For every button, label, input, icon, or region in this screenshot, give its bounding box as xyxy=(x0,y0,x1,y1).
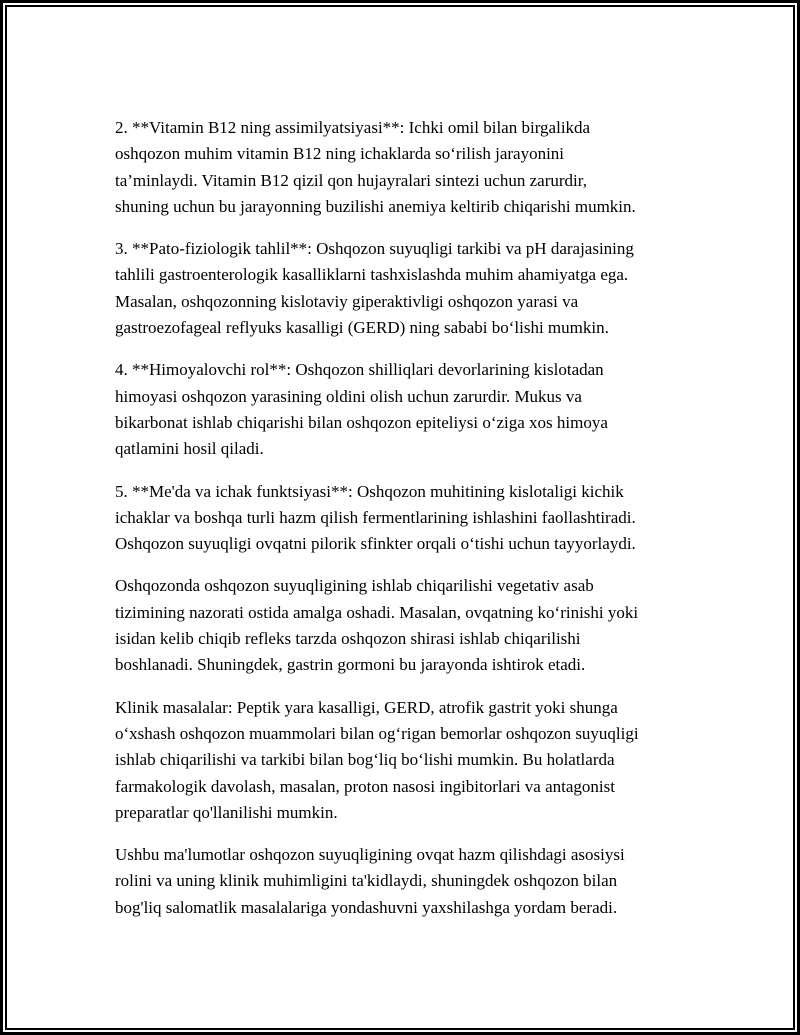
text-line: ichaklar va boshqa turli hazm qilish fermentlarining ishlashini faollashtiradi. xyxy=(115,507,636,527)
text-line: isidan kelib chiqib refleks tarzda oshqozon shirasi ishlab chiqarilishi xyxy=(115,629,581,649)
text-line: himoyasi oshqozon yarasining oldini olish uchun zarurdir. Mukus va xyxy=(115,386,582,406)
paragraph xyxy=(115,573,701,678)
paragraph xyxy=(115,479,701,558)
paragraph xyxy=(115,236,701,341)
text-line: bikarbonat ishlab chiqarishi bilan oshqozon epiteliysi o‘ziga xos himoya xyxy=(115,412,608,432)
text-line: 2. **Vitamin B12 ning assimilyatsiyasi**: Ichki omil bilan birgalikda xyxy=(115,118,591,137)
text-line: tizimining nazorati ostida amalga oshadi. Masalan, ovqatning ko‘rinishi yoki xyxy=(115,602,639,622)
text-line: preparatlar qo'llanilishi mumkin. xyxy=(115,802,338,822)
text-line: Oshqozon suyuqligi ovqatni pilorik sfinkter orqali o‘tishi uchun tayyorlaydi. xyxy=(115,534,636,554)
text-line: 5. **Me'da va ichak funktsiyasi**: Oshqozon muhitining kislotaligi kichik xyxy=(115,481,624,501)
text-line: 3. **Pato-fiziologik tahlil**: Oshqozon suyuqligi tarkibi va pH darajasining xyxy=(115,239,634,259)
paragraph xyxy=(115,357,701,462)
text-line: 4. **Himoyalovchi rol**: Oshqozon shilliqlari devorlarining kislotadan xyxy=(115,360,604,380)
text-line: tahlili gastroenterologik kasalliklarni tashxislashda muhim ahamiyatga ega. xyxy=(115,265,629,285)
text-line: oshqozon muhim vitamin B12 ning ichaklarda so‘rilish jarayonini xyxy=(115,144,565,164)
text-line: qatlamini hosil qiladi. xyxy=(115,439,264,459)
text-line: Ushbu ma'lumotlar oshqozon suyuqligining ovqat hazm qilishdagi asosiysi xyxy=(115,845,625,865)
paragraph xyxy=(115,842,701,921)
page-inner-border xyxy=(5,5,795,1030)
paragraph xyxy=(115,115,701,220)
text-line: Masalan, oshqozonning kislotaviy giperaktivligi oshqozon yarasi va xyxy=(115,291,579,311)
text-line: boshlanadi. Shuningdek, gastrin gormoni bu jarayonda ishtirok etadi. xyxy=(115,655,586,675)
document-body xyxy=(115,115,701,921)
text-line: bog'liq salomatlik masalalariga yondashuvni yaxshilashga yordam beradi. xyxy=(115,897,618,917)
text-line: ishlab chiqarilishi va tarkibi bilan bog‘liq bo‘lishi mumkin. Bu holatlarda xyxy=(115,750,615,770)
paragraph xyxy=(115,695,701,826)
text-line: shuning uchun bu jarayonning buzilishi anemiya keltirib chiqarishi mumkin. xyxy=(115,196,636,216)
text-line: Klinik masalalar: Peptik yara kasalligi, GERD, atrofik gastrit yoki shunga xyxy=(115,697,618,717)
text-line: ta’minlaydi. Vitamin B12 qizil qon hujayralari sintezi uchun zarurdir, xyxy=(115,170,587,190)
text-line: farmakologik davolash, masalan, proton nasosi ingibitorlari va antagonist xyxy=(115,776,615,796)
text-line: gastroezofageal reflyuks kasalligi (GERD) ning sababi bo‘lishi mumkin. xyxy=(115,318,609,338)
text-line: o‘xshash oshqozon muammolari bilan og‘rigan bemorlar oshqozon suyuqligi xyxy=(115,723,639,743)
text-line: Oshqozonda oshqozon suyuqligining ishlab chiqarilishi vegetativ asab xyxy=(115,576,594,596)
text-line: rolini va uning klinik muhimligini ta'kidlaydi, shuningdek oshqozon bilan xyxy=(115,871,618,891)
